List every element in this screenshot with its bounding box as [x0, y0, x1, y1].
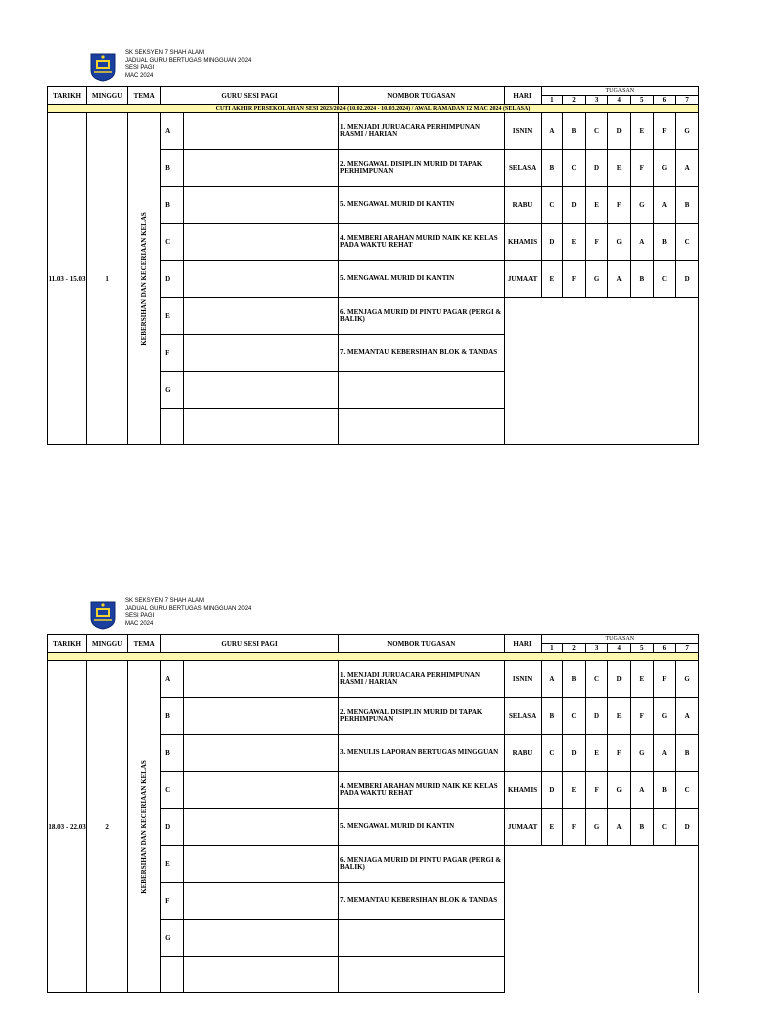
teacher-name-cell: [183, 698, 338, 735]
rotation-cell: C: [676, 772, 699, 809]
rotation-cell: F: [631, 150, 654, 187]
table-row: [48, 661, 699, 698]
teacher-group-letter: B: [161, 150, 184, 187]
rotation-cell: D: [541, 224, 563, 261]
rotation-cell: F: [563, 261, 586, 298]
rotation-cell: G: [608, 772, 631, 809]
rotation-cell: D: [608, 661, 631, 698]
rotation-cell: B: [653, 772, 676, 809]
tugasan-num-3: 3: [585, 96, 608, 105]
rotation-cell: F: [653, 661, 676, 698]
teacher-group-letter: F: [161, 335, 184, 372]
teacher-name-cell: [183, 809, 338, 846]
duty-cell: [339, 372, 505, 409]
rotation-cell: A: [653, 735, 676, 772]
notice-banner: [48, 653, 699, 661]
teacher-name-cell: [183, 772, 338, 809]
tema-cell: [128, 113, 161, 445]
rotation-cell: G: [631, 735, 654, 772]
header-title: JADUAL GURU BERTUGAS MINGGUAN 2024: [125, 605, 252, 612]
teacher-name-cell: [183, 883, 338, 920]
header-school: SK SEKSYEN 7 SHAH ALAM: [125, 50, 205, 56]
day-cell: ISNIN: [504, 113, 541, 150]
tugasan-num-2: 2: [563, 96, 586, 105]
day-cell: ISNIN: [504, 661, 541, 698]
col-tugasan-group: TUGASAN: [541, 635, 698, 644]
teacher-group-letter: G: [161, 372, 184, 409]
rotation-cell: A: [631, 772, 654, 809]
duty-cell: [339, 920, 505, 957]
tugasan-num-7: 7: [676, 96, 699, 105]
rotation-cell: F: [608, 187, 631, 224]
teacher-group-letter: B: [161, 698, 184, 735]
school-logo-icon: [89, 52, 117, 82]
teacher-group-letter: [161, 957, 184, 993]
tugasan-num-7: 7: [676, 644, 699, 653]
day-cell: JUMAAT: [504, 261, 541, 298]
col-tarikh: TARIKH: [48, 635, 87, 653]
empty-area: [504, 846, 698, 993]
duty-cell: [339, 957, 505, 993]
tugasan-num-4: 4: [608, 644, 631, 653]
rotation-cell: C: [676, 224, 699, 261]
day-cell: SELASA: [504, 150, 541, 187]
table-row: [48, 113, 699, 150]
rotation-cell: G: [585, 261, 608, 298]
col-nombor-tugasan: NOMBOR TUGASAN: [339, 635, 505, 653]
rotation-cell: G: [585, 809, 608, 846]
header-session: SESI PAGI: [125, 65, 155, 72]
col-guru: GURU SESI PAGI: [161, 87, 339, 105]
teacher-group-letter: B: [161, 735, 184, 772]
duty-schedule-table: [47, 634, 699, 993]
teacher-name-cell: [183, 735, 338, 772]
teacher-name-cell: [183, 298, 338, 335]
rotation-cell: D: [585, 698, 608, 735]
teacher-group-letter: E: [161, 846, 184, 883]
teacher-group-letter: A: [161, 113, 184, 150]
teacher-group-letter: C: [161, 772, 184, 809]
header-month: MAC 2024: [125, 620, 154, 627]
col-tarikh: TARIKH: [48, 87, 87, 105]
tugasan-num-5: 5: [631, 96, 654, 105]
tugasan-num-1: 1: [541, 96, 563, 105]
tugasan-num-1: 1: [541, 644, 563, 653]
tugasan-num-6: 6: [653, 96, 676, 105]
duty-cell: 1. MENJADI JURUACARA PERHIMPUNAN RASMI / HARIAN: [339, 661, 505, 698]
rotation-cell: D: [585, 150, 608, 187]
col-tugasan-group: TUGASAN: [541, 87, 698, 96]
duty-cell: 4. MEMBERI ARAHAN MURID NAIK KE KELAS PADA WAKTU REHAT: [339, 772, 505, 809]
rotation-cell: E: [541, 261, 563, 298]
teacher-name-cell: [183, 150, 338, 187]
teacher-name-cell: [183, 957, 338, 993]
duty-cell: 2. MENGAWAL DISIPLIN MURID DI TAPAK PERHIMPUNAN: [339, 150, 505, 187]
minggu-cell: 1: [87, 113, 128, 445]
teacher-name-cell: [183, 113, 338, 150]
teacher-name-cell: [183, 261, 338, 298]
rotation-cell: B: [563, 661, 586, 698]
minggu-cell: 2: [87, 661, 128, 993]
duty-cell: 2. MENGAWAL DISIPLIN MURID DI TAPAK PERHIMPUNAN: [339, 698, 505, 735]
duty-schedule-table: [47, 86, 699, 445]
duty-cell: 5. MENGAWAL MURID DI KANTIN: [339, 809, 505, 846]
duty-cell: 5. MENGAWAL MURID DI KANTIN: [339, 187, 505, 224]
header-title: JADUAL GURU BERTUGAS MINGGUAN 2024: [125, 57, 252, 64]
rotation-cell: C: [563, 150, 586, 187]
teacher-group-letter: D: [161, 261, 184, 298]
teacher-name-cell: [183, 661, 338, 698]
rotation-cell: E: [563, 772, 586, 809]
teacher-group-letter: F: [161, 883, 184, 920]
rotation-cell: F: [585, 224, 608, 261]
rotation-cell: F: [608, 735, 631, 772]
rotation-cell: D: [563, 735, 586, 772]
rotation-cell: B: [541, 150, 563, 187]
rotation-cell: A: [541, 661, 563, 698]
day-cell: RABU: [504, 187, 541, 224]
rotation-cell: F: [653, 113, 676, 150]
rotation-cell: E: [631, 661, 654, 698]
rotation-cell: A: [676, 698, 699, 735]
tema-text: KEBERSIHAN DAN KECERIAAN KELAS: [140, 211, 149, 346]
day-cell: RABU: [504, 735, 541, 772]
day-cell: JUMAAT: [504, 809, 541, 846]
document-header: [125, 50, 251, 80]
rotation-cell: C: [585, 113, 608, 150]
rotation-cell: G: [608, 224, 631, 261]
duty-cell: 7. MEMANTAU KEBERSIHAN BLOK & TANDAS: [339, 335, 505, 372]
school-logo-icon: [89, 600, 117, 630]
empty-area: [504, 298, 698, 445]
rotation-cell: D: [676, 809, 699, 846]
rotation-cell: B: [653, 224, 676, 261]
duty-cell: 3. MENULIS LAPORAN BERTUGAS MINGGUAN: [339, 735, 505, 772]
tugasan-num-3: 3: [585, 644, 608, 653]
header-month: MAC 2024: [125, 72, 154, 79]
col-guru: GURU SESI PAGI: [161, 635, 339, 653]
col-nombor-tugasan: NOMBOR TUGASAN: [339, 87, 505, 105]
rotation-cell: A: [653, 187, 676, 224]
rotation-cell: B: [631, 261, 654, 298]
tugasan-num-4: 4: [608, 96, 631, 105]
tarikh-cell: 18.03 - 22.03: [48, 661, 87, 993]
rotation-cell: D: [608, 113, 631, 150]
document-header: [125, 598, 251, 628]
teacher-group-letter: [161, 409, 184, 445]
teacher-name-cell: [183, 372, 338, 409]
duty-cell: 4. MEMBERI ARAHAN MURID NAIK KE KELAS PADA WAKTU REHAT: [339, 224, 505, 261]
tema-cell: [128, 661, 161, 993]
rotation-cell: F: [631, 698, 654, 735]
teacher-name-cell: [183, 335, 338, 372]
tugasan-num-5: 5: [631, 644, 654, 653]
rotation-cell: B: [676, 735, 699, 772]
rotation-cell: C: [563, 698, 586, 735]
header-session: SESI PAGI: [125, 613, 155, 620]
rotation-cell: G: [653, 150, 676, 187]
rotation-cell: D: [676, 261, 699, 298]
teacher-group-letter: A: [161, 661, 184, 698]
rotation-cell: G: [631, 187, 654, 224]
teacher-name-cell: [183, 409, 338, 445]
teacher-group-letter: D: [161, 809, 184, 846]
rotation-cell: F: [585, 772, 608, 809]
duty-cell: 6. MENJAGA MURID DI PINTU PAGAR (PERGI & BALIK): [339, 298, 505, 335]
col-tema: TEMA: [128, 635, 161, 653]
rotation-cell: C: [585, 661, 608, 698]
teacher-group-letter: B: [161, 187, 184, 224]
rotation-cell: C: [541, 187, 563, 224]
rotation-cell: A: [676, 150, 699, 187]
rotation-cell: C: [653, 261, 676, 298]
col-minggu: MINGGU: [87, 635, 128, 653]
rotation-cell: F: [563, 809, 586, 846]
rotation-cell: E: [563, 224, 586, 261]
tugasan-num-6: 6: [653, 644, 676, 653]
col-hari: HARI: [504, 635, 541, 653]
rotation-cell: E: [541, 809, 563, 846]
teacher-group-letter: C: [161, 224, 184, 261]
col-minggu: MINGGU: [87, 87, 128, 105]
rotation-cell: A: [608, 809, 631, 846]
teacher-name-cell: [183, 920, 338, 957]
tugasan-num-2: 2: [563, 644, 586, 653]
day-cell: KHAMIS: [504, 772, 541, 809]
tarikh-cell: 11.03 - 15.03: [48, 113, 87, 445]
duty-cell: 1. MENJADI JURUACARA PERHIMPUNAN RASMI / HARIAN: [339, 113, 505, 150]
rotation-cell: G: [653, 698, 676, 735]
teacher-group-letter: G: [161, 920, 184, 957]
rotation-cell: E: [608, 150, 631, 187]
rotation-cell: B: [631, 809, 654, 846]
rotation-cell: E: [631, 113, 654, 150]
teacher-group-letter: E: [161, 298, 184, 335]
col-hari: HARI: [504, 87, 541, 105]
col-tema: TEMA: [128, 87, 161, 105]
rotation-cell: C: [653, 809, 676, 846]
day-cell: SELASA: [504, 698, 541, 735]
teacher-name-cell: [183, 846, 338, 883]
rotation-cell: E: [585, 735, 608, 772]
rotation-cell: A: [631, 224, 654, 261]
duty-cell: 6. MENJAGA MURID DI PINTU PAGAR (PERGI & BALIK): [339, 846, 505, 883]
notice-banner: CUTI AKHIR PERSEKOLAHAN SESI 2023/2024 (10.02.2024 - 10.03.2024) / AWAL RAMADAN 12 MAC 2024 (SELASA): [48, 105, 699, 113]
duty-cell: 7. MEMANTAU KEBERSIHAN BLOK & TANDAS: [339, 883, 505, 920]
rotation-cell: B: [563, 113, 586, 150]
rotation-cell: E: [608, 698, 631, 735]
rotation-cell: G: [676, 113, 699, 150]
rotation-cell: B: [541, 698, 563, 735]
rotation-cell: A: [541, 113, 563, 150]
rotation-cell: B: [676, 187, 699, 224]
day-cell: KHAMIS: [504, 224, 541, 261]
rotation-cell: D: [563, 187, 586, 224]
rotation-cell: C: [541, 735, 563, 772]
duty-cell: [339, 409, 505, 445]
rotation-cell: A: [608, 261, 631, 298]
duty-cell: 5. MENGAWAL MURID DI KANTIN: [339, 261, 505, 298]
rotation-cell: D: [541, 772, 563, 809]
teacher-name-cell: [183, 187, 338, 224]
teacher-name-cell: [183, 224, 338, 261]
rotation-cell: G: [676, 661, 699, 698]
header-school: SK SEKSYEN 7 SHAH ALAM: [125, 598, 205, 604]
tema-text: KEBERSIHAN DAN KECERIAAN KELAS: [140, 759, 149, 894]
rotation-cell: E: [585, 187, 608, 224]
